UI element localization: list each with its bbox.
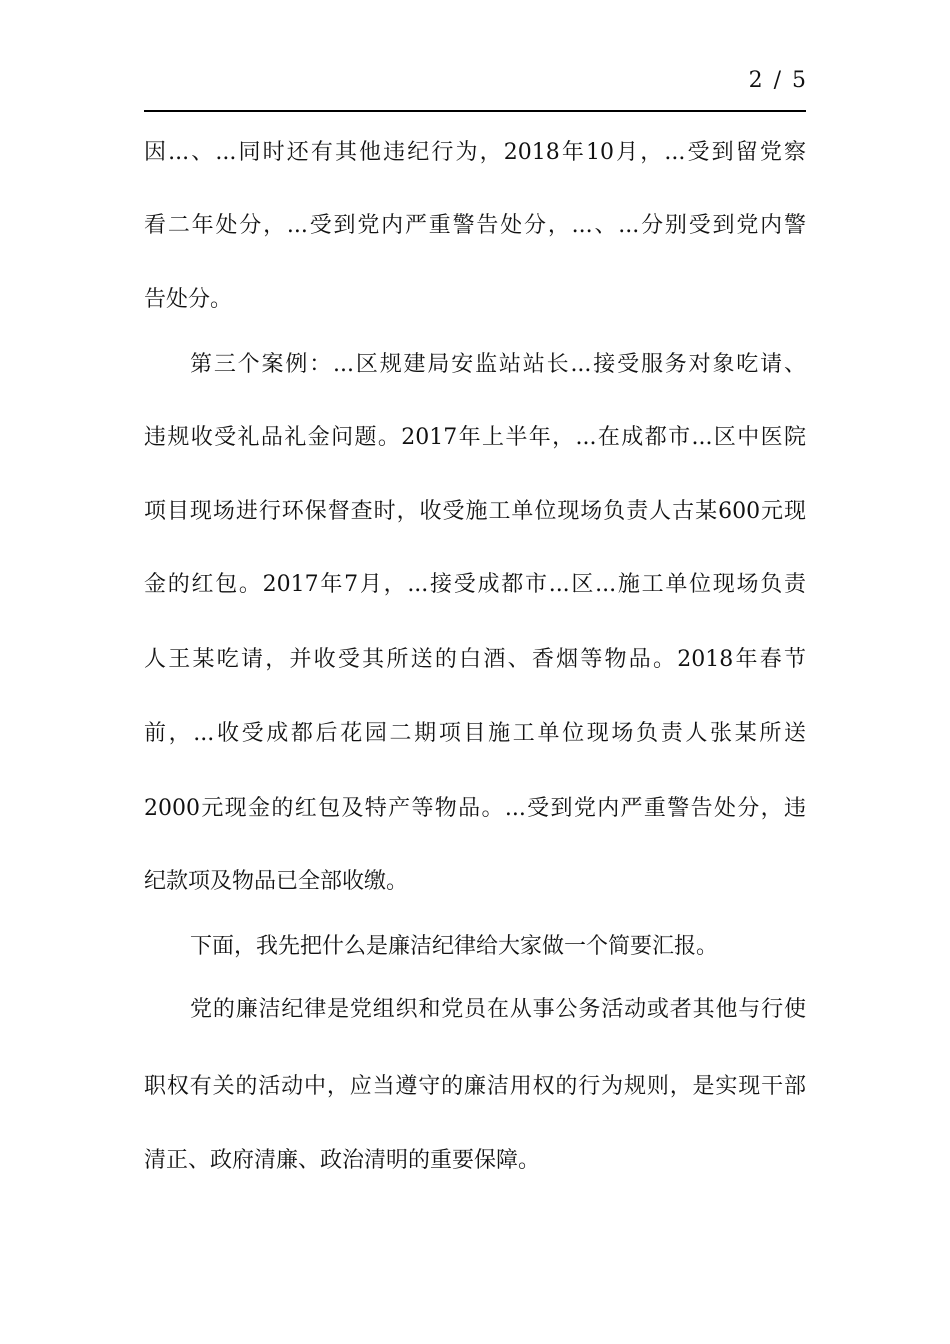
text-line: 告处分。 — [144, 287, 233, 312]
text-line: 金的红包。2017年7月，...接受成都市...区...施工单位现场负责 — [144, 572, 806, 597]
header-rule — [144, 110, 806, 112]
text-line: 纪款项及物品已全部收缴。 — [144, 869, 409, 894]
text-line: 第三个案例：...区规建局安监站站长...接受服务对象吃请、 — [190, 352, 806, 377]
text-line: 职权有关的活动中，应当遵守的廉洁用权的行为规则，是实现干部 — [144, 1074, 806, 1099]
text-line: 清正、政府清廉、政治清明的重要保障。 — [144, 1148, 541, 1173]
text-line: 前，...收受成都后花园二期项目施工单位现场负责人张某所送 — [144, 721, 806, 746]
text-line: 因...、...同时还有其他违纪行为，2018年10月，...受到留党察 — [144, 140, 806, 165]
text-line: 项目现场进行环保督查时，收受施工单位现场负责人古某600元现 — [144, 499, 806, 524]
text-line: 下面，我先把什么是廉洁纪律给大家做一个简要汇报。 — [190, 934, 719, 959]
text-line: 党的廉洁纪律是党组织和党员在从事公务活动或者其他与行使 — [190, 997, 806, 1022]
text-line: 人王某吃请，并收受其所送的白酒、香烟等物品。2018年春节 — [144, 647, 806, 672]
page-number: 2 / 5 — [748, 68, 808, 93]
text-line: 违规收受礼品礼金问题。2017年上半年，...在成都市...区中医院 — [144, 425, 806, 450]
text-line: 2000元现金的红包及特产等物品。...受到党内严重警告处分，违 — [144, 796, 806, 821]
text-line: 看二年处分，...受到党内严重警告处分，...、...分别受到党内警 — [144, 213, 806, 238]
